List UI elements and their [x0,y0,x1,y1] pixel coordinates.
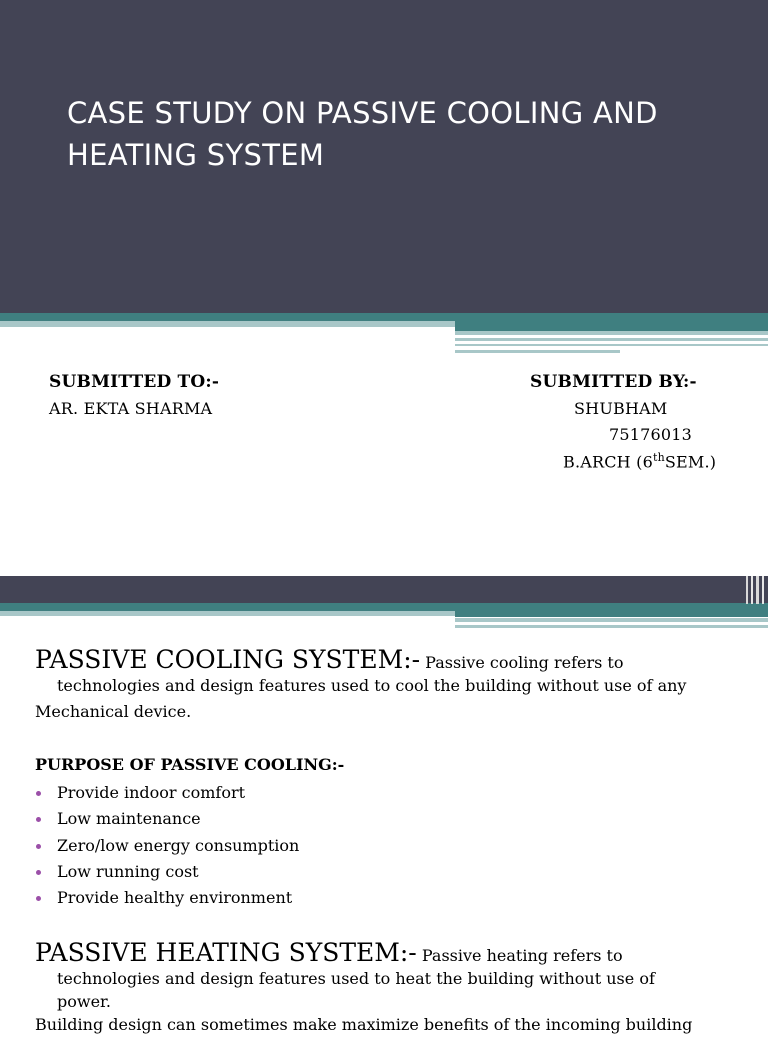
decor-band-right-dark [455,321,768,331]
cooling-heading: PASSIVE COOLING SYSTEM:- [35,645,421,674]
submitted-by-id: 75176013 [609,425,693,444]
heating-paragraph [35,940,725,1038]
slide-title-line-1: CASE STUDY ON PASSIVE COOLING AND [67,96,658,130]
list-item: Provide healthy environment [35,885,299,911]
submitted-to-label: SUBMITTED TO:- [49,372,220,392]
list-item: Low maintenance [35,806,299,832]
decor-band-right-dark-2 [455,611,768,617]
content-slide-header [0,576,768,603]
decor-band-teal [0,313,768,321]
cooling-text-3: Mechanical device. [35,702,192,721]
cooling-text-1: Passive cooling refers to [425,653,624,672]
list-item: Zero/low energy consumption [35,833,299,859]
list-item: Low running cost [35,859,299,885]
decor-vertical-lines [744,576,768,604]
slide-title [67,92,727,176]
decor-stripe-5 [455,618,768,622]
decor-band-light [0,321,455,327]
submitted-to-name: AR. EKTA SHARMA [49,399,213,418]
decor-band-teal-2 [0,603,768,611]
cooling-text-2: technologies and design features used to cool the building without use of any [57,676,687,695]
decor-band-light-2 [0,611,455,616]
slide-title-line-2: HEATING SYSTEM [67,138,325,172]
heating-text-1: Passive heating refers to [421,946,623,965]
course-suffix: SEM.) [664,452,717,472]
cooling-paragraph [35,647,725,725]
heating-text-4: Building design can sometimes make maximize benefits of the incoming building [35,1015,693,1034]
submitted-by-name: SHUBHAM [574,399,668,418]
decor-stripe-1 [455,331,768,335]
list-item: Provide indoor comfort [35,780,299,806]
course-sup: th [652,451,665,464]
heating-heading: PASSIVE HEATING SYSTEM:- [35,938,417,967]
decor-stripe-2 [455,338,768,341]
heating-text-3: power. [57,992,112,1011]
course-info [563,451,716,471]
course-prefix: B.ARCH (6 [563,452,653,472]
decor-stripe-4 [455,350,620,353]
purpose-heading: PURPOSE OF PASSIVE COOLING:- [35,755,345,774]
heating-text-2: technologies and design features used to heat the building without use of [57,969,655,988]
decor-stripe-6 [455,625,768,628]
decor-stripe-3 [455,344,768,346]
purpose-list [35,780,299,911]
submitted-by-label: SUBMITTED BY:- [530,372,697,392]
